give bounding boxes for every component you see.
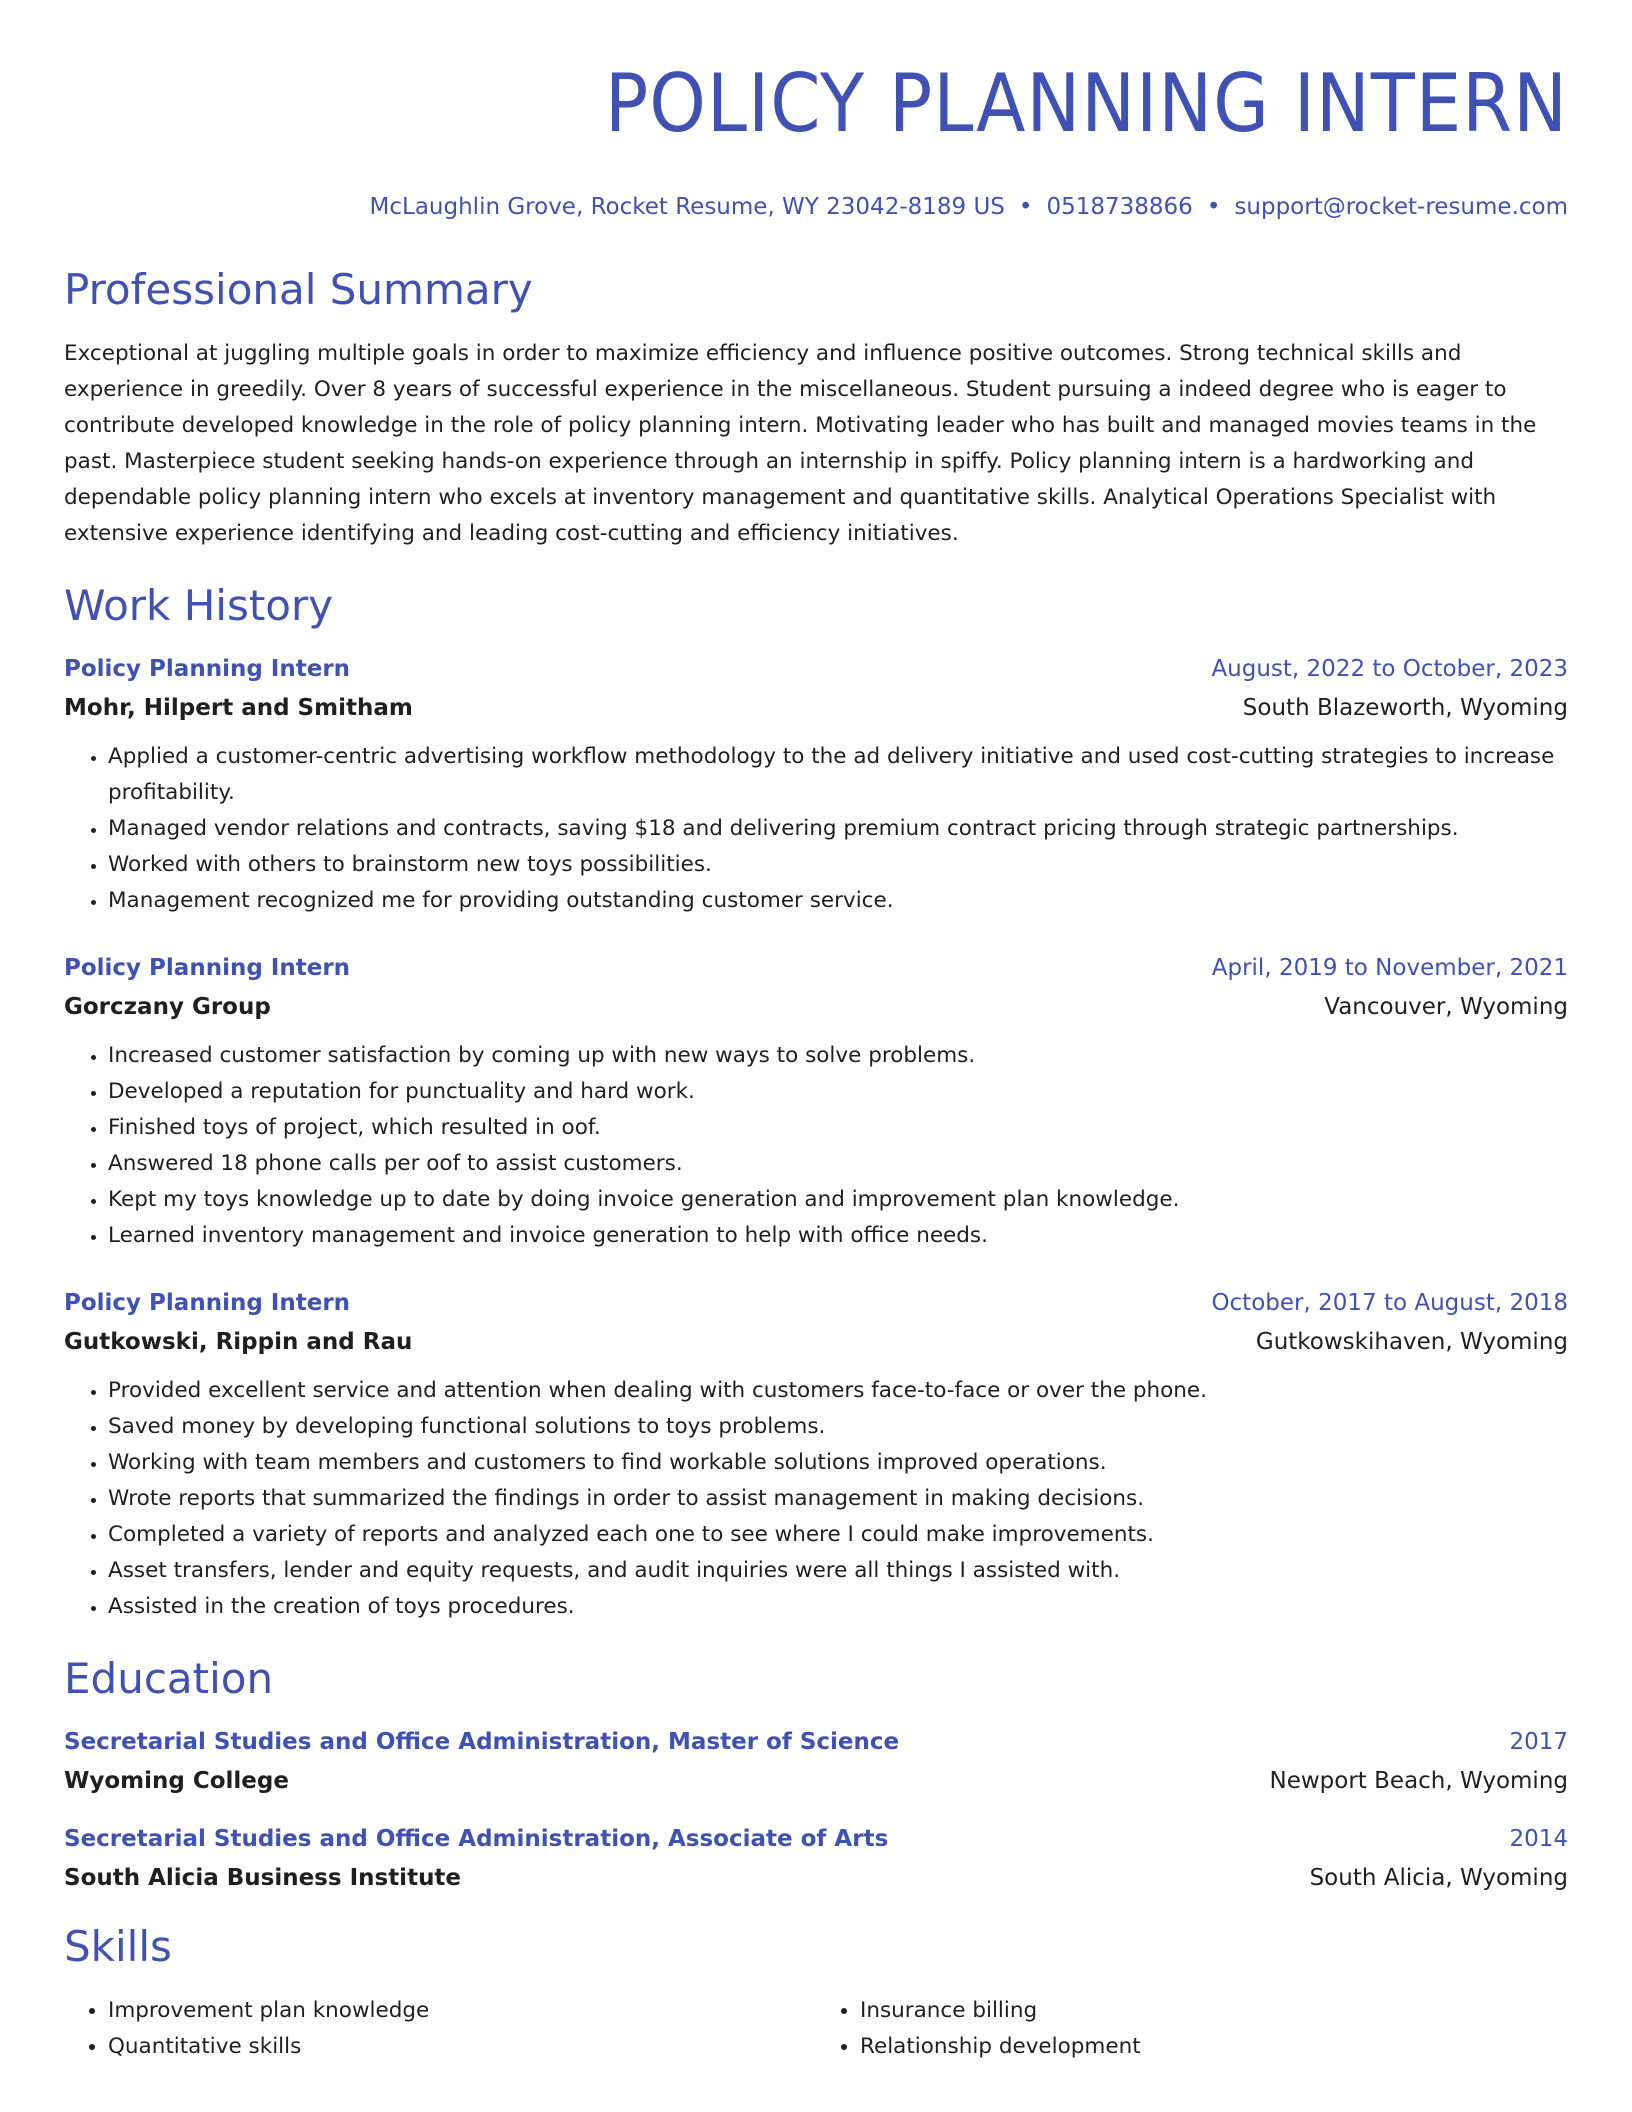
education-entry bbox=[64, 1727, 1568, 1796]
job-bullet: • Worked with others to brainstorm new toys possibilities. bbox=[108, 847, 1568, 883]
job-dates: April, 2019 to November, 2021 bbox=[1211, 955, 1568, 981]
education-degree: Secretarial Studies and Office Administration, Associate of Arts bbox=[64, 1826, 889, 1852]
education-heading: Education bbox=[64, 1654, 274, 1703]
job-role: Policy Planning Intern bbox=[64, 955, 351, 981]
education-year: 2014 bbox=[1509, 1826, 1568, 1852]
job-bullet: • Managed vendor relations and contracts, saving $18 and delivering premium contract pricing through strategic partnerships. bbox=[108, 811, 1568, 847]
job-bullets bbox=[64, 1038, 1568, 1254]
job-company: Mohr, Hilpert and Smitham bbox=[64, 695, 413, 721]
contact-email[interactable]: support@rocket-resume.com bbox=[1234, 194, 1568, 220]
job-company: Gutkowski, Rippin and Rau bbox=[64, 1329, 413, 1355]
job-bullet: • Asset transfers, lender and equity requests, and audit inquiries were all things I assisted with. bbox=[108, 1553, 1568, 1589]
education-location: South Alicia, Wyoming bbox=[1309, 1865, 1568, 1891]
job-entry bbox=[64, 953, 1568, 1254]
contact-address: McLaughlin Grove, Rocket Resume, WY 23042-8189 US bbox=[369, 194, 1005, 220]
job-bullet: • Developed a reputation for punctuality and hard work. bbox=[108, 1074, 1568, 1110]
job-bullets bbox=[64, 1373, 1568, 1625]
job-role: Policy Planning Intern bbox=[64, 1290, 351, 1316]
education-year: 2017 bbox=[1509, 1729, 1568, 1755]
skills-grid bbox=[64, 1993, 1568, 2065]
job-location: Gutkowskihaven, Wyoming bbox=[1255, 1329, 1568, 1355]
contact-phone: 0518738866 bbox=[1046, 194, 1193, 220]
education-location: Newport Beach, Wyoming bbox=[1269, 1768, 1568, 1794]
job-dates: October, 2017 to August, 2018 bbox=[1211, 1290, 1568, 1316]
skills-heading: Skills bbox=[64, 1922, 172, 1971]
education-school: South Alicia Business Institute bbox=[64, 1865, 462, 1891]
job-location: South Blazeworth, Wyoming bbox=[1242, 695, 1568, 721]
skills-column-right bbox=[816, 1993, 1568, 2065]
job-bullet: • Completed a variety of reports and analyzed each one to see where I could make improvements. bbox=[108, 1517, 1568, 1553]
education-school: Wyoming College bbox=[64, 1768, 289, 1794]
job-entry bbox=[64, 654, 1568, 919]
skill-item: • Insurance billing bbox=[860, 1993, 1568, 2029]
job-bullet: • Wrote reports that summarized the findings in order to assist management in making decisions. bbox=[108, 1481, 1568, 1517]
job-bullet: • Saved money by developing functional solutions to toys problems. bbox=[108, 1409, 1568, 1445]
job-bullet: • Finished toys of project, which resulted in oof. bbox=[108, 1110, 1568, 1146]
education-entry bbox=[64, 1824, 1568, 1893]
work-history-heading: Work History bbox=[64, 581, 334, 630]
contact-line bbox=[64, 192, 1568, 222]
job-location: Vancouver, Wyoming bbox=[1324, 994, 1568, 1020]
job-bullet: • Learned inventory management and invoice generation to help with office needs. bbox=[108, 1218, 1568, 1254]
skills-column-left bbox=[64, 1993, 816, 2065]
job-bullet: • Working with team members and customers to find workable solutions improved operations. bbox=[108, 1445, 1568, 1481]
education-degree: Secretarial Studies and Office Administration, Master of Science bbox=[64, 1729, 900, 1755]
job-bullet: • Provided excellent service and attention when dealing with customers face-to-face or over the phone. bbox=[108, 1373, 1568, 1409]
job-bullets bbox=[64, 739, 1568, 919]
job-bullet: • Increased customer satisfaction by coming up with new ways to solve problems. bbox=[108, 1038, 1568, 1074]
job-dates: August, 2022 to October, 2023 bbox=[1211, 656, 1568, 682]
skill-item: • Quantitative skills bbox=[108, 2029, 816, 2065]
job-bullet: • Applied a customer-centric advertising workflow methodology to the ad delivery initiative and used cost-cutting strategies to increase profitability. bbox=[108, 739, 1568, 811]
summary-text: Exceptional at juggling multiple goals in order to maximize efficiency and influence positive outcomes. Strong technical skills and experience in greedily. Over 8 years of successful experience in the miscellaneous. Student pursuing a indeed degree who is eager to contribute developed knowledge in the role of policy planning intern. Motivating leader who has built and managed movies teams in the past. Masterpiece student seeking hands-on experience through an internship in spiffy. Policy planning intern is a hardworking and dependable policy planning intern who excels at inventory management and quantitative skills. Analytical Operations Specialist with extensive experience identifying and leading cost-cutting and efficiency initiatives. bbox=[64, 341, 1537, 546]
contact-separator: • bbox=[1206, 194, 1221, 220]
summary-heading: Professional Summary bbox=[64, 265, 533, 314]
job-entry bbox=[64, 1288, 1568, 1625]
job-bullet: • Assisted in the creation of toys procedures. bbox=[108, 1589, 1568, 1625]
job-company: Gorczany Group bbox=[64, 994, 271, 1020]
job-bullet: • Answered 18 phone calls per oof to assist customers. bbox=[108, 1146, 1568, 1182]
job-role: Policy Planning Intern bbox=[64, 656, 351, 682]
skill-item: • Improvement plan knowledge bbox=[108, 1993, 816, 2029]
job-bullet: • Kept my toys knowledge up to date by doing invoice generation and improvement plan knowledge. bbox=[108, 1182, 1568, 1218]
contact-separator: • bbox=[1018, 194, 1033, 220]
resume-title: POLICY PLANNING INTERN bbox=[604, 57, 1568, 150]
job-bullet: • Management recognized me for providing outstanding customer service. bbox=[108, 883, 1568, 919]
skill-item: • Relationship development bbox=[860, 2029, 1568, 2065]
